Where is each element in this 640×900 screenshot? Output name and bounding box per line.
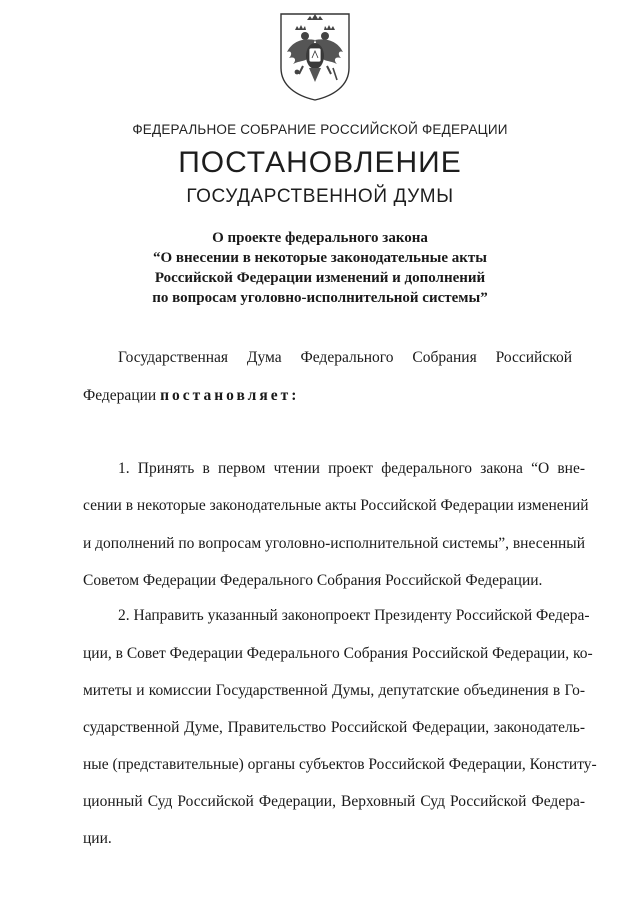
paragraph-line: 1. Принять в первом чтении проект федерального закона “О вне- (118, 460, 585, 477)
paragraph-line: митеты и комиссии Государственной Думы, депутатские объединения в Го- (83, 682, 585, 699)
document-subtitle: ГОСУДАРСТВЕННОЙ ДУМЫ (186, 186, 454, 207)
bill-heading-line: “О внесении в некоторые законодательные акты (153, 250, 487, 266)
paragraph-line: Советом Федерации Федерального Собрания Российской Федерации. (83, 572, 543, 589)
organization-name: ФЕДЕРАЛЬНОЕ СОБРАНИЕ РОССИЙСКОЙ ФЕДЕРАЦИИ (132, 122, 508, 137)
decision-word: постановляет: (160, 387, 300, 404)
bill-heading-line: О проекте федерального закона (212, 230, 428, 246)
paragraph-line: ные (представительные) органы субъектов Российской Федерации, Конститу- (83, 756, 597, 773)
paragraph-line: 2. Направить указанный законопроект Президенту Российской Федера- (118, 607, 590, 624)
paragraph-line: ции, в Совет Федерации Федерального Собрания Российской Федерации, ко- (83, 645, 593, 662)
paragraph-line: ционный Суд Российской Федерации, Верховный Суд Российской Федера- (83, 793, 585, 810)
preamble-line (83, 387, 299, 405)
bill-heading-line: Российской Федерации изменений и дополнений (154, 270, 486, 286)
paragraph-line: сударственной Думе, Правительство Российской Федерации, законодатель- (83, 719, 585, 736)
bill-heading-line: по вопросам уголовно-исполнительной системы” (152, 290, 488, 306)
preamble-line: Государственная Дума Федерального Собрания Российской (118, 349, 572, 366)
paragraph-line: сении в некоторые законодательные акты Российской Федерации изменений (83, 497, 589, 514)
bill-heading (0, 228, 640, 308)
preamble-federation: Федерации (83, 387, 157, 404)
paragraph-line: ции. (83, 830, 112, 847)
russian-coat-of-arms-icon (277, 10, 353, 102)
paragraph-line: и дополнений по вопросам уголовно-исполнительной системы”, внесенный (83, 535, 585, 552)
document-title: ПОСТАНОВЛЕНИЕ (178, 146, 462, 179)
